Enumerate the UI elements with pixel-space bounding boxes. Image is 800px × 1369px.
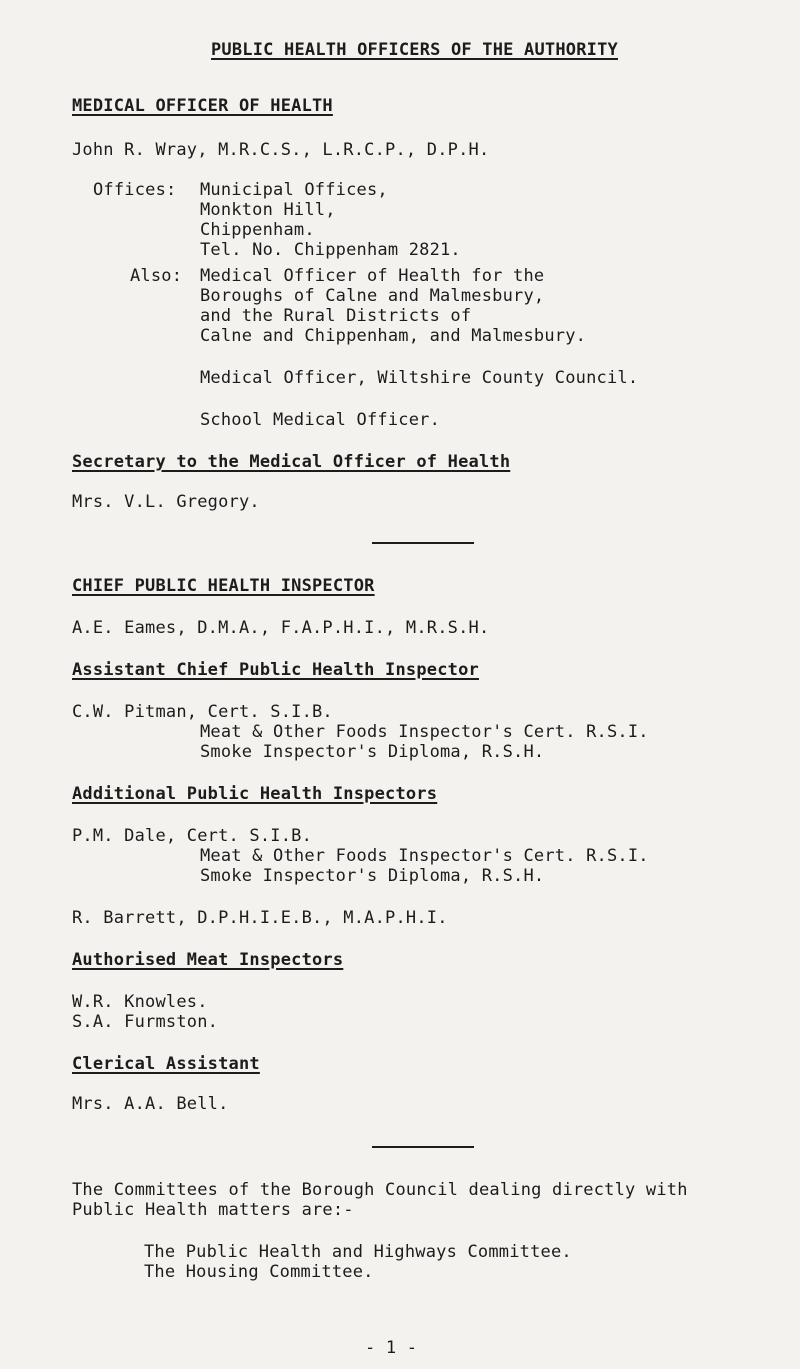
offices-line: Tel. No. Chippenham 2821.	[200, 240, 461, 260]
assistant-title: Assistant Chief Public Health Inspector	[72, 660, 479, 680]
clerical-name: Mrs. A.A. Bell.	[72, 1094, 229, 1114]
meat-title: Authorised Meat Inspectors	[72, 950, 344, 970]
committees-intro: The Committees of the Borough Council dealing directly with	[72, 1180, 688, 1200]
clerical-title: Clerical Assistant	[72, 1054, 260, 1074]
offices-line: Monkton Hill,	[200, 200, 336, 220]
also-label: Also:	[130, 266, 183, 286]
committee-item: The Public Health and Highways Committee.	[144, 1242, 572, 1262]
also-line: and the Rural Districts of	[200, 306, 472, 326]
moh-name: John R. Wray, M.R.C.S., L.R.C.P., D.P.H.	[72, 140, 490, 160]
moh-title: MEDICAL OFFICER OF HEALTH	[72, 96, 333, 116]
also-line: Medical Officer of Health for the	[200, 266, 545, 286]
page-number: - 1 -	[365, 1338, 418, 1358]
also-line: Boroughs of Calne and Malmesbury,	[200, 286, 545, 306]
chief-title: CHIEF PUBLIC HEALTH INSPECTOR	[72, 576, 375, 596]
section-divider	[372, 1146, 474, 1148]
also-line: Calne and Chippenham, and Malmesbury.	[200, 326, 587, 346]
offices-line: Municipal Offices,	[200, 180, 388, 200]
offices-line: Chippenham.	[200, 220, 315, 240]
chief-name: A.E. Eames, D.M.A., F.A.P.H.I., M.R.S.H.	[72, 618, 490, 638]
meat-name: S.A. Furmston.	[72, 1012, 219, 1032]
secretary-name: Mrs. V.L. Gregory.	[72, 492, 260, 512]
secretary-title: Secretary to the Medical Officer of Health	[72, 452, 511, 472]
assistant-line: Smoke Inspector's Diploma, R.S.H.	[200, 742, 545, 762]
meat-name: W.R. Knowles.	[72, 992, 208, 1012]
committee-item: The Housing Committee.	[144, 1262, 374, 1282]
assistant-line: C.W. Pitman, Cert. S.I.B.	[72, 702, 333, 722]
page-heading: PUBLIC HEALTH OFFICERS OF THE AUTHORITY	[211, 40, 618, 60]
section-divider	[372, 542, 474, 544]
county-role: Medical Officer, Wiltshire County Council.	[200, 368, 639, 388]
additional-line: Smoke Inspector's Diploma, R.S.H.	[200, 866, 545, 886]
additional-line: P.M. Dale, Cert. S.I.B.	[72, 826, 313, 846]
offices-label: Offices:	[93, 180, 177, 200]
school-role: School Medical Officer.	[200, 410, 441, 430]
additional-second: R. Barrett, D.P.H.I.E.B., M.A.P.H.I.	[72, 908, 448, 928]
additional-title: Additional Public Health Inspectors	[72, 784, 438, 804]
assistant-line: Meat & Other Foods Inspector's Cert. R.S.I.	[200, 722, 649, 742]
additional-line: Meat & Other Foods Inspector's Cert. R.S.I.	[200, 846, 649, 866]
committees-intro: Public Health matters are:-	[72, 1200, 354, 1220]
